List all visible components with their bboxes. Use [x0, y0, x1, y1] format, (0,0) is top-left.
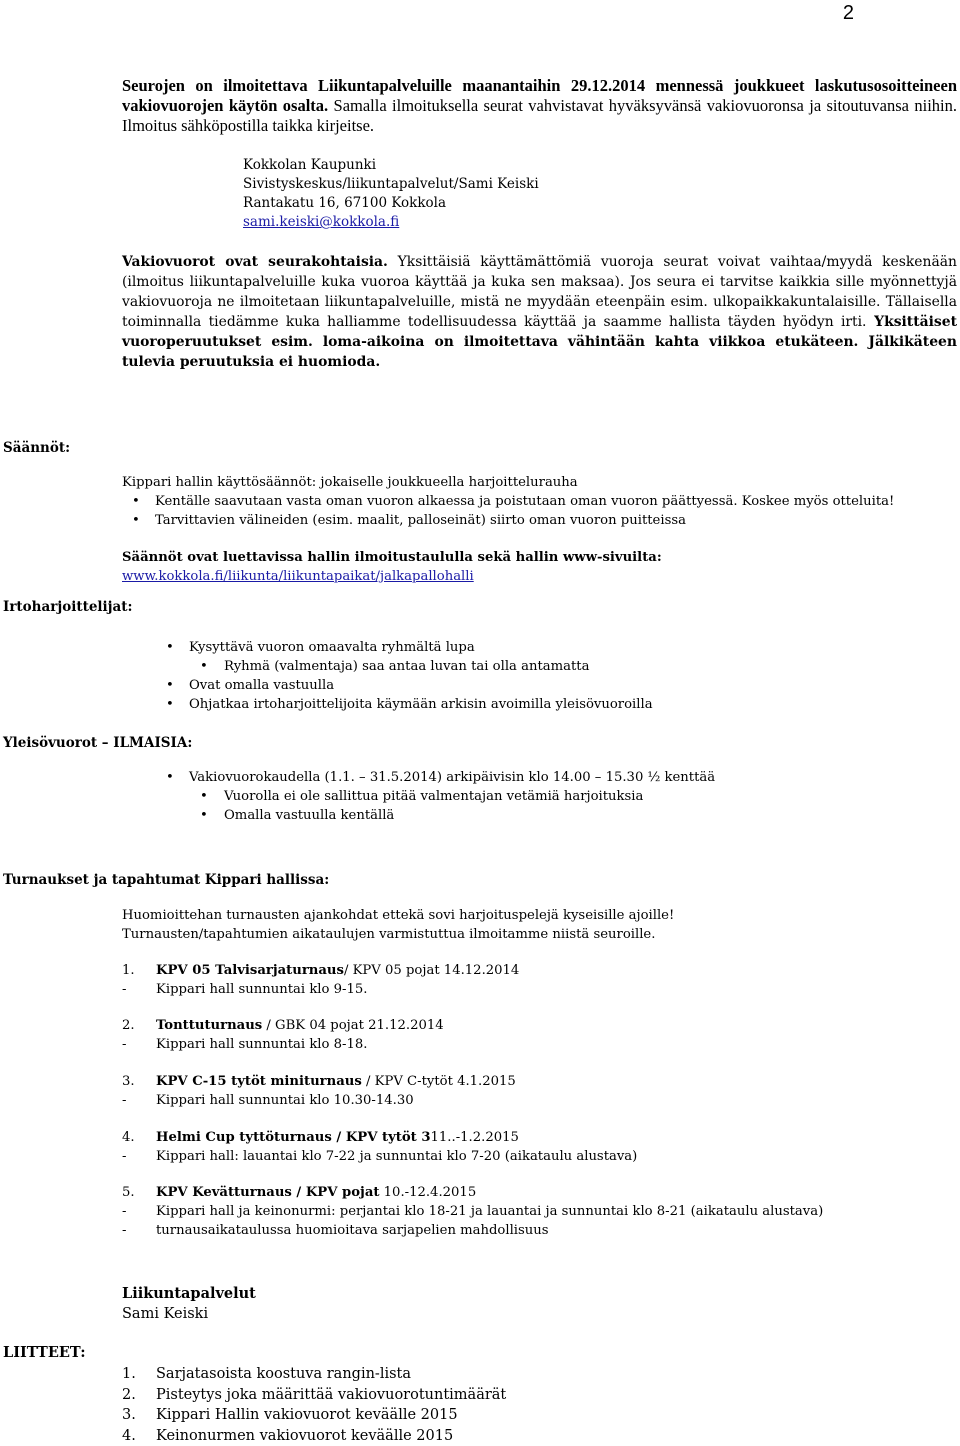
event-name: KPV C-15 tytöt miniturnaus	[156, 1074, 362, 1089]
list-item: • Ovat omalla vastuulla	[156, 676, 936, 695]
event-item: 1. KPV 05 Talvisarjaturnaus/ KPV 05 pojat 14.12.2014 - Kippari hall sunnuntai klo 9-15.	[122, 961, 519, 999]
event-detail: Kippari hall sunnuntai klo 10.30-14.30	[156, 1093, 414, 1108]
saannot-notice: Säännöt ovat luettavissa hallin ilmoitustaululla sekä hallin www-sivuilta:	[122, 548, 952, 567]
list-item: 1. Sarjatasoista koostuva rangin-lista	[122, 1364, 506, 1385]
event-info: / KPV 05 pojat 14.12.2014	[344, 963, 519, 978]
event-detail: Kippari hall sunnuntai klo 8-18.	[156, 1037, 367, 1052]
vakiovuorot-heading: Vakiovuorot ovat seurakohtaisia.	[122, 254, 388, 270]
list-item: • Kentälle saavutaan vasta oman vuoron alkaessa ja poistutaan oman vuoron päättyessä. Koskee myös otteluita!	[122, 492, 952, 511]
liitteet-list	[122, 1364, 506, 1446]
event-number: 3.	[122, 1072, 156, 1091]
saannot-label: Säännöt:	[3, 440, 70, 456]
event-name: Tonttuturnaus	[156, 1018, 262, 1033]
turnaukset-note: Turnausten/tapahtumien aikataulujen varmistuttua ilmoitamme niistä seuroille.	[122, 925, 674, 944]
event-info: 11..-1.2.2015	[431, 1130, 519, 1145]
yleiso-label: Yleisövuorot – ILMAISIA:	[3, 735, 192, 751]
address-line: Rantakatu 16, 67100 Kokkola	[243, 194, 539, 213]
intro-paragraph	[122, 76, 957, 136]
event-info: / GBK 04 pojat 21.12.2014	[262, 1018, 443, 1033]
page-number: 2	[843, 2, 854, 25]
vakiovuorot-paragraph	[122, 252, 957, 372]
list-item: • Vuorolla ei ole sallittua pitää valmentajan vetämiä harjoituksia	[156, 787, 936, 806]
event-detail: Kippari hall sunnuntai klo 9-15.	[156, 982, 367, 997]
event-item: 4. Helmi Cup tyttöturnaus / KPV tytöt 311..-1.2.2015 - Kippari hall: lauantai klo 7-22 ja sunnuntai klo 7-20 (aikataulu alustava)	[122, 1128, 637, 1166]
list-item: • Ryhmä (valmentaja) saa antaa luvan tai olla antamatta	[156, 657, 936, 676]
turnaukset-note: Huomioittehan turnausten ajankohdat ettekä sovi harjoituspelejä kyseisille ajoille!	[122, 906, 674, 925]
event-number: 5.	[122, 1183, 156, 1202]
saannot-section	[122, 473, 952, 586]
event-name: KPV Kevätturnaus / KPV pojat	[156, 1185, 379, 1200]
signature-name: Sami Keiski	[122, 1304, 256, 1324]
yleiso-list	[156, 768, 936, 825]
list-item: 3. Kippari Hallin vakiovuorot keväälle 2015	[122, 1405, 506, 1426]
signature-office: Liikuntapalvelut	[122, 1284, 256, 1304]
event-detail: turnausaikataulussa huomioitava sarjapelien mahdollisuus	[156, 1223, 549, 1238]
event-item: 2. Tonttuturnaus / GBK 04 pojat 21.12.2014 - Kippari hall sunnuntai klo 8-18.	[122, 1016, 444, 1054]
event-number: 4.	[122, 1128, 156, 1147]
list-item: • Vakiovuorokaudella (1.1. – 31.5.2014) arkipäivisin klo 14.00 – 15.30 ½ kenttää	[156, 768, 936, 787]
list-item: • Tarvittavien välineiden (esim. maalit, palloseinät) siirto oman vuoron puitteissa	[122, 511, 952, 530]
email-link[interactable]: sami.keiski@kokkola.fi	[243, 213, 539, 232]
event-detail: Kippari hall: lauantai klo 7-22 ja sunnuntai klo 7-20 (aikataulu alustava)	[156, 1149, 637, 1164]
list-item: • Ohjatkaa irtoharjoittelijoita käymään arkisin avoimilla yleisövuoroilla	[156, 695, 936, 714]
event-detail: Kippari hall ja keinonurmi: perjantai klo 18-21 ja lauantai ja sunnuntai klo 8-21 (aikataulu alustava)	[156, 1204, 823, 1219]
event-number: 1.	[122, 961, 156, 980]
address-line: Sivistyskeskus/liikuntapalvelut/Sami Keiski	[243, 175, 539, 194]
saannot-list	[122, 492, 952, 530]
intro-text: Samalla ilmoituksella seurat vahvistavat hyväksyvänsä vakiovuoronsa ja sitoutuvansa niihin. Ilmoitus sähköpostilla taikka kirjeitse.	[122, 96, 957, 135]
vakiovuorot-note: Yksittäiset vuoroperuutukset esim. loma-aikoina on ilmoitettava vähintään kahta viikkoa etukäteen. Jälkikäteen tulevia peruutuksia ei huomioda.	[122, 314, 957, 370]
event-name: Helmi Cup tyttöturnaus / KPV tytöt 3	[156, 1130, 431, 1145]
vakiovuorot-text: Yksittäisiä käyttämättömiä vuoroja seurat voivat vaihtaa/myydä keskenään (ilmoitus liikuntapalveluille kuka vuoroa käyttää ja kuka sen maksaa). Jos seura ei tarvitse kaikkia sille myönnettyjä vakiovuoroja ne ilmoitetaan liikuntapalveluille, mistä ne myydään eteenpäin esim. ulkopaikkakuntalaisille. Tällaisella toiminnalla tiedämme kuka halliamme todellisuudessa käyttää ja saamme hallista täyden hyödyn irti.	[122, 254, 957, 330]
event-info: 10.-12.4.2015	[379, 1185, 476, 1200]
intro-bold: Seurojen on ilmoitettava Liikuntapalveluille maanantaihin 29.12.2014 mennessä joukkueet laskutusosoitteineen vakiovuorojen käytön osalta.	[122, 76, 957, 115]
event-info: / KPV C-tytöt 4.1.2015	[362, 1074, 516, 1089]
event-item: 3. KPV C-15 tytöt miniturnaus / KPV C-tytöt 4.1.2015 - Kippari hall sunnuntai klo 10.30-14.30	[122, 1072, 516, 1110]
turnaukset-label: Turnaukset ja tapahtumat Kippari hallissa:	[3, 872, 329, 888]
event-item: 5. KPV Kevätturnaus / KPV pojat 10.-12.4.2015 - Kippari hall ja keinonurmi: perjantai klo 18-21 ja lauantai ja sunnuntai klo 8-21 (aikataulu alustava) - turnausaikataulussa huomioitava sarjapelien mahdollisuus	[122, 1183, 823, 1240]
hall-website-link[interactable]: www.kokkola.fi/liikunta/liikuntapaikat/jalkapallohalli	[122, 567, 952, 586]
irto-label: Irtoharjoittelijat:	[3, 599, 133, 615]
turnaukset-notes	[122, 906, 674, 944]
list-item: 4. Keinonurmen vakiovuorot keväälle 2015	[122, 1426, 506, 1446]
saannot-intro: Kippari hallin käyttösäännöt: jokaiselle joukkueella harjoittelurauha	[122, 473, 952, 492]
address-block	[243, 156, 539, 232]
list-item: • Omalla vastuulla kentällä	[156, 806, 936, 825]
signature-block	[122, 1284, 256, 1324]
address-line: Kokkolan Kaupunki	[243, 156, 539, 175]
liitteet-label: LIITTEET:	[3, 1344, 86, 1361]
event-name: KPV 05 Talvisarjaturnaus	[156, 963, 344, 978]
list-item: 2. Pisteytys joka määrittää vakiovuorotuntimäärät	[122, 1385, 506, 1406]
list-item: • Kysyttävä vuoron omaavalta ryhmältä lupa	[156, 638, 936, 657]
event-number: 2.	[122, 1016, 156, 1035]
irto-list	[156, 638, 936, 714]
